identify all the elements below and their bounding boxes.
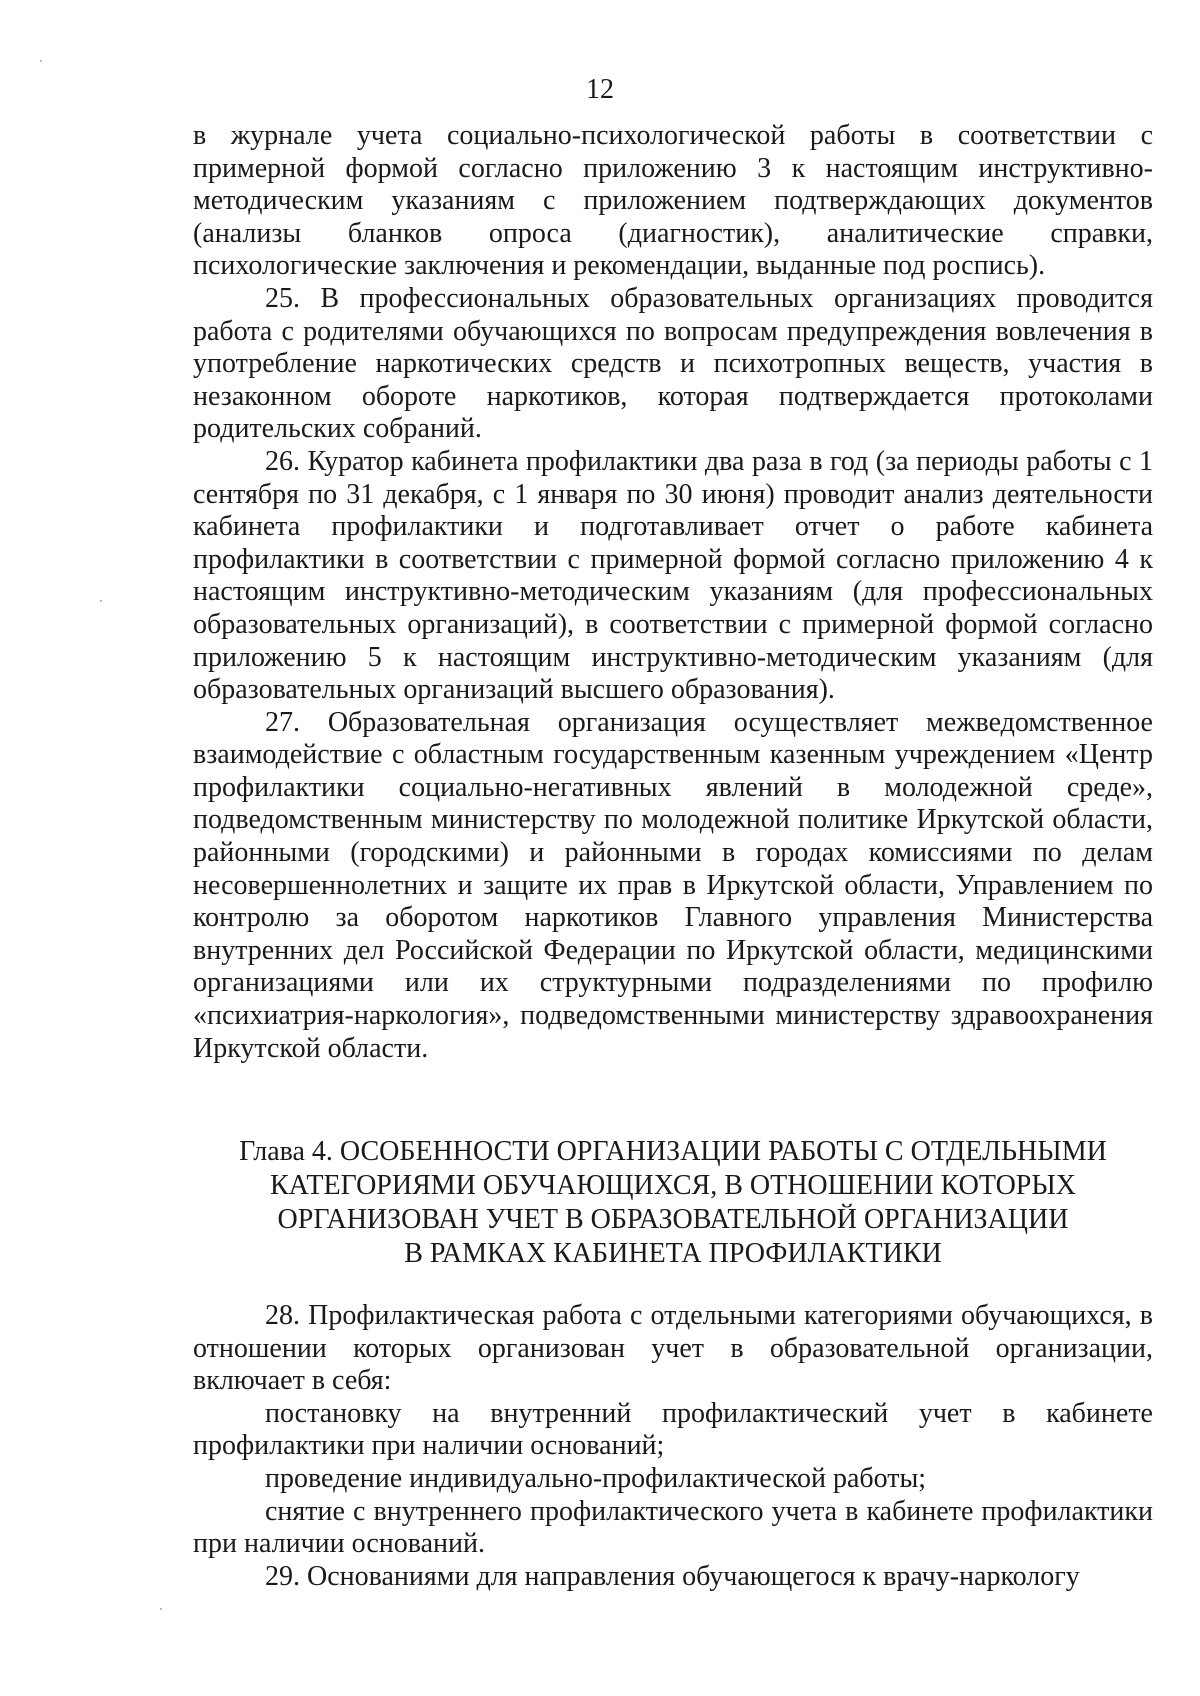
body-text-top — [193, 120, 1153, 1065]
chapter-heading-line-4: В РАМКАХ КАБИНЕТА ПРОФИЛАКТИКИ — [404, 1238, 942, 1269]
paragraph-25: 25. В профессиональных образовательных организациях проводится работа с родителями обучающихся по вопросам предупреждения вовлечения в употребление наркотических средств и психотропных веществ, участия в незаконном обороте наркотиков, которая подтверждается протоколами родительских собраний. — [193, 282, 1153, 445]
paragraph-28: 28. Профилактическая работа с отдельными категориями обучающихся, в отношении которых организован учет в образовательной организации, включает в себя: — [193, 1300, 1153, 1397]
paragraph-27: 27. Образовательная организация осуществляет межведомственное взаимодействие с областным государственным казенным учреждением «Центр профилактики социально-негативных явлений в молодежной среде», подведомственным министерству по молодежной политике Иркутской области, районными (городскими) и районными в городах комиссиями по делам несовершеннолетних и защите их прав в Иркутской области, Управлением по контролю за оборотом наркотиков Главного управления Министерства внутренних дел Российской Федерации по Иркутской области, медицинскими организациями или их структурными подразделениями по профилю «психиатрия-наркология», подведомственными министерству здравоохранения Иркутской области. — [193, 706, 1153, 1064]
paragraph-29-start: 29. Основаниями для направления обучающегося к врачу-наркологу — [265, 1560, 1080, 1592]
scan-speck — [160, 1608, 162, 1610]
page-number: 12 — [586, 74, 614, 105]
paragraph-24-continuation: в журнале учета социально-психологической работы в соответствии с примерной формой согласно приложению 3 к настоящим инструктивно-методическим указаниям с приложением подтверждающих документов (анализы бланков опроса (диагностик), аналитические справки, психологические заключения и рекомендации, выданные под роспись). — [193, 120, 1153, 282]
scan-speck — [100, 600, 102, 602]
chapter-heading — [193, 1135, 1153, 1271]
paragraph-26: 26. Куратор кабинета профилактики два раза в год (за периоды работы с 1 сентября по 31 декабря, с 1 января по 30 июня) проводит анализ деятельности кабинета профилактики и подготавливает отчет о работе кабинета профилактики в соответствии с примерной формой согласно приложению 4 к настоящим инструктивно-методическим указаниям (для профессиональных образовательных организаций), в соответствии с примерной формой согласно приложению 5 к настоящим инструктивно-методическим указаниям (для образовательных организаций высшего образования). — [193, 445, 1153, 706]
list-item-registration: постановку на внутренний профилактический учет в кабинете профилактики при наличии оснований; — [193, 1397, 1153, 1462]
body-text-bottom — [193, 1300, 1153, 1593]
list-item-deregistration: снятие с внутреннего профилактического учета в кабинете профилактики при наличии оснований. — [193, 1495, 1153, 1560]
list-item-individual-work: проведение индивидуально-профилактической работы; — [265, 1462, 927, 1494]
scan-speck — [40, 60, 42, 62]
chapter-heading-line-3: ОРГАНИЗОВАН УЧЕТ В ОБРАЗОВАТЕЛЬНОЙ ОРГАНИЗАЦИИ — [277, 1204, 1069, 1235]
chapter-heading-line-2: КАТЕГОРИЯМИ ОБУЧАЮЩИХСЯ, В ОТНОШЕНИИ КОТОРЫХ — [269, 1170, 1077, 1201]
chapter-heading-line-1: Глава 4. ОСОБЕННОСТИ ОРГАНИЗАЦИИ РАБОТЫ С ОТДЕЛЬНЫМИ — [239, 1136, 1107, 1167]
